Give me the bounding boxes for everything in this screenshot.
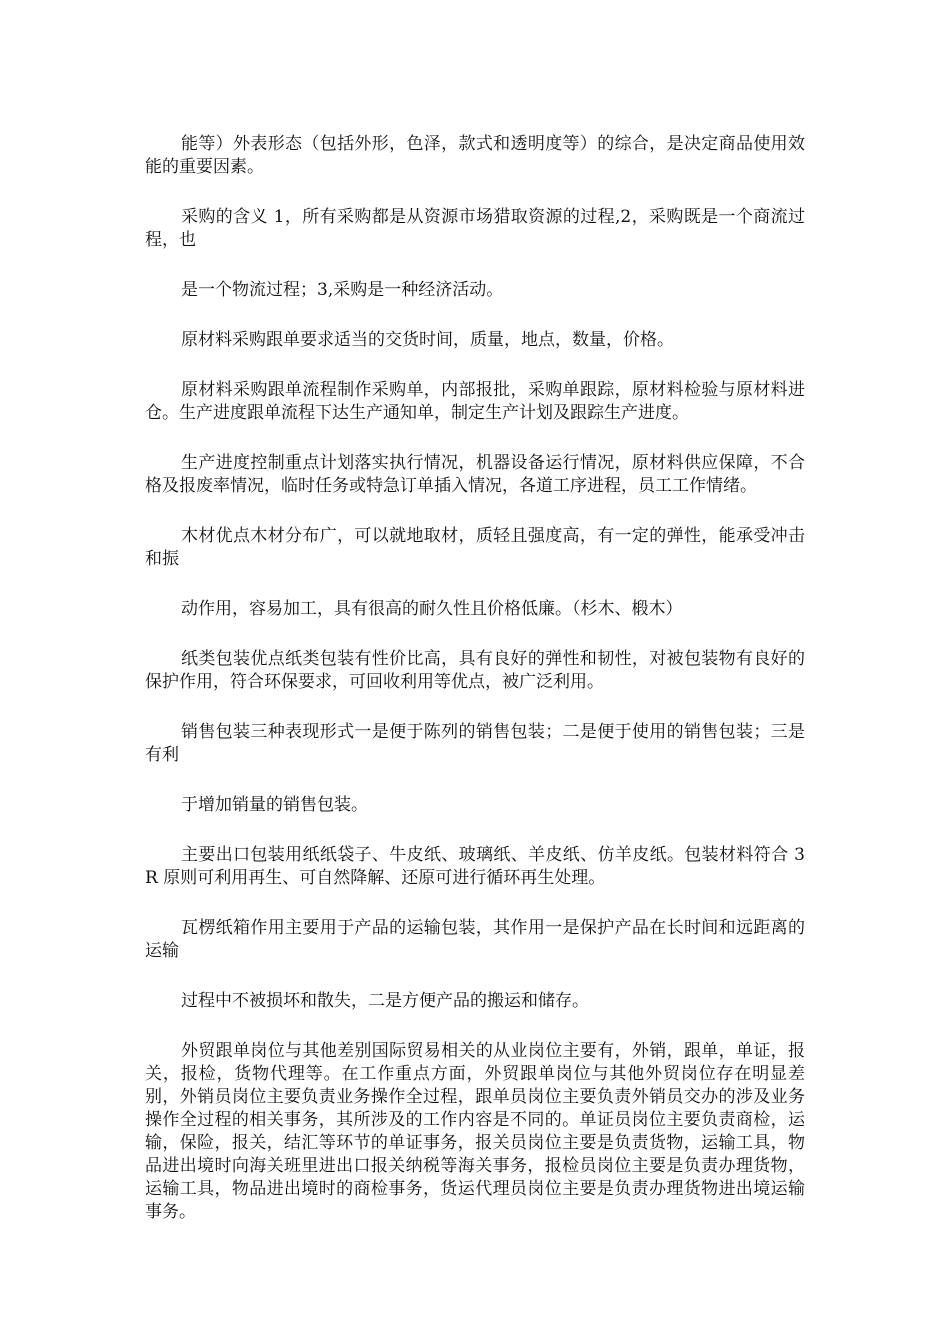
paragraph: 是一个物流过程；3,采购是一种经济活动。 <box>181 280 504 300</box>
paragraph: 销售包装三种表现形式一是便于陈列的销售包装；二是便于使用的销售包装；三是有利 <box>145 722 805 765</box>
paragraph: 瓦楞纸箱作用主要用于产品的运输包装，其作用一是保护产品在长时间和远距离的运输 <box>145 918 805 961</box>
paragraph: 动作用，容易加工，具有很高的耐久性且价格低廉。（杉木、椴木） <box>181 599 683 619</box>
paragraph: 采购的含义 1，所有采购都是从资源市场猎取资源的过程,2，采购既是一个商流过程，也 <box>145 207 805 250</box>
paragraph: 主要出口包装用纸纸袋子、牛皮纸、玻璃纸、羊皮纸、仿羊皮纸。包装材料符合 3R 原则可利用再生、可自然降解、还原可进行循环再生处理。 <box>145 845 805 888</box>
paragraph: 外贸跟单岗位与其他差别国际贸易相关的从业岗位主要有，外销，跟单，单证，报关，报检，货物代理等。在工作重点方面，外贸跟单岗位与其他外贸岗位存在明显差别，外销员岗位主要负责业务操作全过程，跟单员岗位主要负责外销员交办的涉及业务操作全过程的相关事务，其所涉及的工作内容是不同的。单证员岗位主要负责商检，运输，保险，报关，结汇等环节的单证事务，报关员岗位主要是负责货物，运输工具，物品进出境时向海关班里进出口报关纳税等海关事务，报检员岗位主要是负责办理货物，运输工具，物品进出境时的商检事务，货运代理员岗位主要是负责办理货物进出境运输事务。 <box>145 1041 805 1222</box>
paragraph: 纸类包装优点纸类包装有性价比高，具有良好的弹性和韧性，对被包装物有良好的保护作用，符合环保要求，可回收利用等优点，被广泛利用。 <box>145 649 805 692</box>
paragraph: 原材料采购跟单要求适当的交货时间，质量，地点，数量，价格。 <box>181 330 674 350</box>
paragraph: 原材料采购跟单流程制作采购单，内部报批，采购单跟踪，原材料检验与原材料进仓。生产进度跟单流程下达生产通知单，制定生产计划及跟踪生产进度。 <box>145 380 805 423</box>
paragraph: 生产进度控制重点计划落实执行情况，机器设备运行情况，原材料供应保障，不合格及报废率情况，临时任务或特急订单插入情况，各道工序进程，员工工作情绪。 <box>145 453 805 496</box>
paragraph: 于增加销量的销售包装。 <box>181 795 368 815</box>
document-page <box>145 133 805 1251</box>
paragraph: 能等）外表形态（包括外形，色泽，款式和透明度等）的综合，是决定商品使用效能的重要因素。 <box>145 134 805 177</box>
paragraph: 过程中不被损坏和散失，二是方便产品的搬运和储存。 <box>181 991 589 1011</box>
paragraph: 木材优点木材分布广，可以就地取材，质轻且强度高，有一定的弹性，能承受冲击和振 <box>145 526 805 569</box>
